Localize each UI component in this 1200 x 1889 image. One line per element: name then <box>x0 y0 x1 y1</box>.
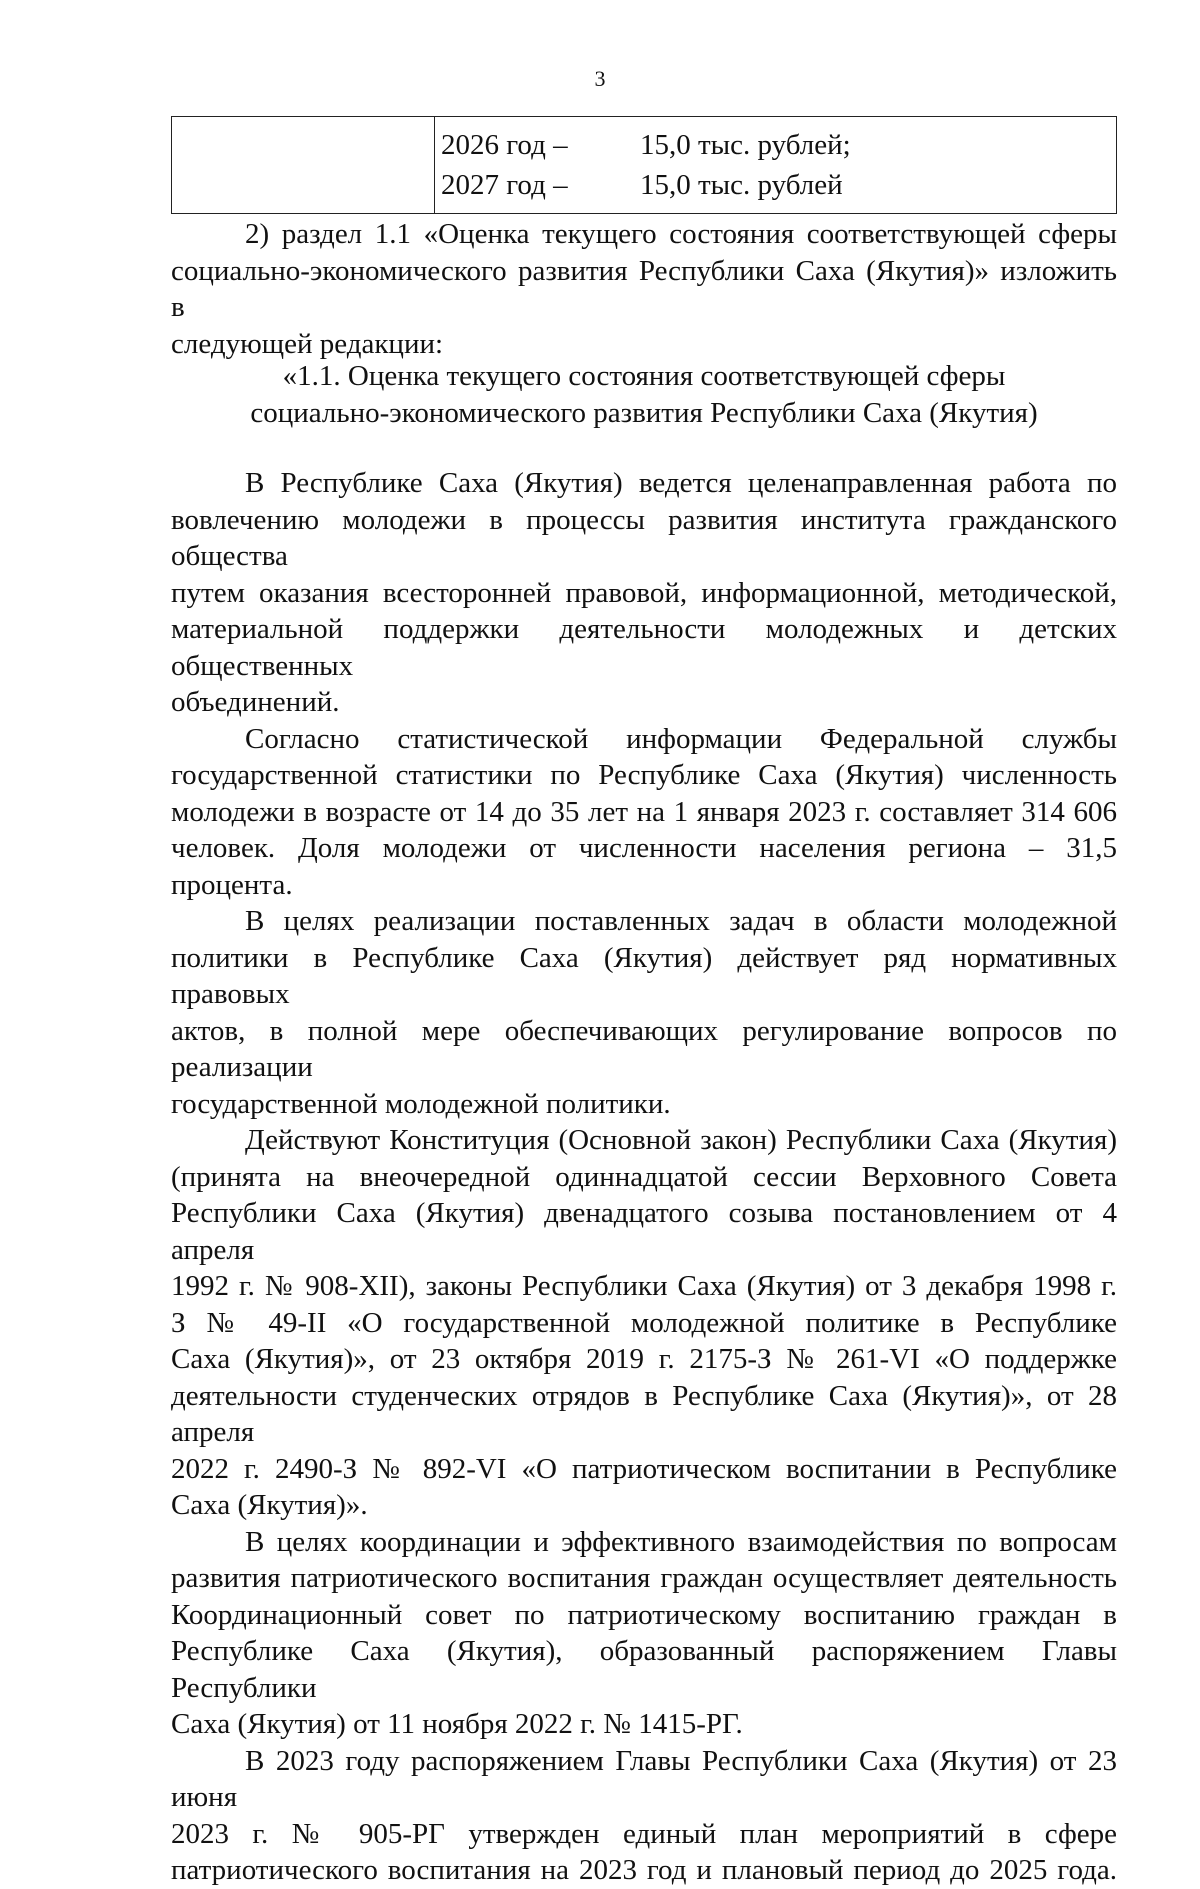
paragraph-line: З № 49-II «О государственной молодежной политике в Республике <box>171 1306 1117 1339</box>
paragraph-line: государственной статистики по Республике Саха (Якутия) численность <box>171 759 1117 791</box>
paragraph-line: объединений. <box>171 686 340 718</box>
paragraph-line: В Республике Саха (Якутия) ведется целенаправленная работа по <box>245 467 1117 499</box>
table-values-cell <box>435 117 1117 214</box>
paragraph-line: Согласно статистической информации Федеральной службы <box>245 722 1117 755</box>
table-row <box>172 117 1117 214</box>
budget-year: 2027 год – <box>441 169 568 201</box>
paragraph-line: путем оказания всесторонней правовой, информационной, методической, <box>171 576 1117 609</box>
paragraph-line: развития патриотического воспитания граждан осуществляет деятельность <box>171 1562 1117 1594</box>
paragraph-line: вовлечению молодежи в процессы развития института гражданского общества <box>171 503 1117 572</box>
paragraph-line: материальной поддержки деятельности молодежных и детских общественных <box>171 613 1117 682</box>
paragraph-line: человек. Доля молодежи от численности населения региона – 31,5 процента. <box>171 832 1117 901</box>
intro-line: социально-экономического развития Республики Саха (Якутия)» изложить в <box>171 254 1117 323</box>
paragraph-line: В целях координации и эффективного взаимодействия по вопросам <box>245 1525 1117 1558</box>
intro-paragraph <box>171 216 1117 362</box>
paragraph-line: актов, в полной мере обеспечивающих регулирование вопросов по реализации <box>171 1014 1117 1083</box>
paragraph-line: (принята на внеочередной одиннадцатой сессии Верховного Совета <box>171 1160 1117 1193</box>
budget-amount: 15,0 тыс. рублей; <box>640 129 851 161</box>
intro-line: 2) раздел 1.1 «Оценка текущего состояния соответствующей сферы <box>245 218 1117 250</box>
paragraph-line: государственной молодежной политики. <box>171 1087 671 1120</box>
paragraph-line: Саха (Якутия)». <box>171 1489 368 1521</box>
intro-line: следующей редакции: <box>171 327 444 360</box>
body-text <box>171 465 1117 1889</box>
budget-table <box>171 116 1117 214</box>
paragraph-line: деятельности студенческих отрядов в Республике Саха (Якутия)», от 28 апреля <box>171 1379 1117 1448</box>
paragraph-line: 2023 г. № 905-РГ утвержден единый план мероприятий в сфере <box>171 1817 1117 1850</box>
budget-amount: 15,0 тыс. рублей <box>640 169 843 201</box>
section-heading-line: «1.1. Оценка текущего состояния соответствующей сферы <box>282 360 1006 392</box>
paragraph-line: Саха (Якутия)», от 23 октября 2019 г. 2175-З № 261-VI «О поддержке <box>171 1343 1117 1375</box>
budget-year: 2026 год – <box>441 129 568 161</box>
budget-line-2027 <box>435 165 1116 205</box>
paragraph-line: политики в Республике Саха (Якутия) действует ряд нормативных правовых <box>171 941 1117 1010</box>
paragraph-line: В 2023 году распоряжением Главы Республики Саха (Якутия) от 23 июня <box>171 1744 1117 1813</box>
paragraph-line: Координационный совет по патриотическому воспитанию граждан в <box>171 1598 1117 1631</box>
paragraph-line: молодежи в возрасте от 14 до 35 лет на 1 января 2023 г. составляет 314 606 <box>171 795 1117 828</box>
section-heading <box>171 358 1117 432</box>
paragraph-line: Действуют Конституция (Основной закон) Республики Саха (Якутия) <box>245 1124 1117 1156</box>
paragraph-line: Республики Саха (Якутия) двенадцатого созыва постановлением от 4 апреля <box>171 1197 1117 1266</box>
section-heading-line: социально-экономического развития Республики Саха (Якутия) <box>250 397 1038 429</box>
paragraph-line: Саха (Якутия) от 11 ноября 2022 г. № 1415-РГ. <box>171 1708 743 1740</box>
paragraph-line: В целях реализации поставленных задач в области молодежной <box>245 905 1117 937</box>
page-number: 3 <box>594 66 606 91</box>
budget-line-2026 <box>435 125 1116 165</box>
paragraph-line: 2022 г. 2490-З № 892-VI «О патриотическом воспитании в Республике <box>171 1452 1117 1485</box>
paragraph-line: Республике Саха (Якутия), образованный распоряжением Главы Республики <box>171 1635 1117 1704</box>
table-empty-cell <box>172 117 435 214</box>
paragraph-line: 1992 г. № 908-XII), законы Республики Саха (Якутия) от 3 декабря 1998 г. <box>171 1270 1117 1302</box>
paragraph-line: патриотического воспитания на 2023 год и плановый период до 2025 года. <box>171 1854 1117 1886</box>
